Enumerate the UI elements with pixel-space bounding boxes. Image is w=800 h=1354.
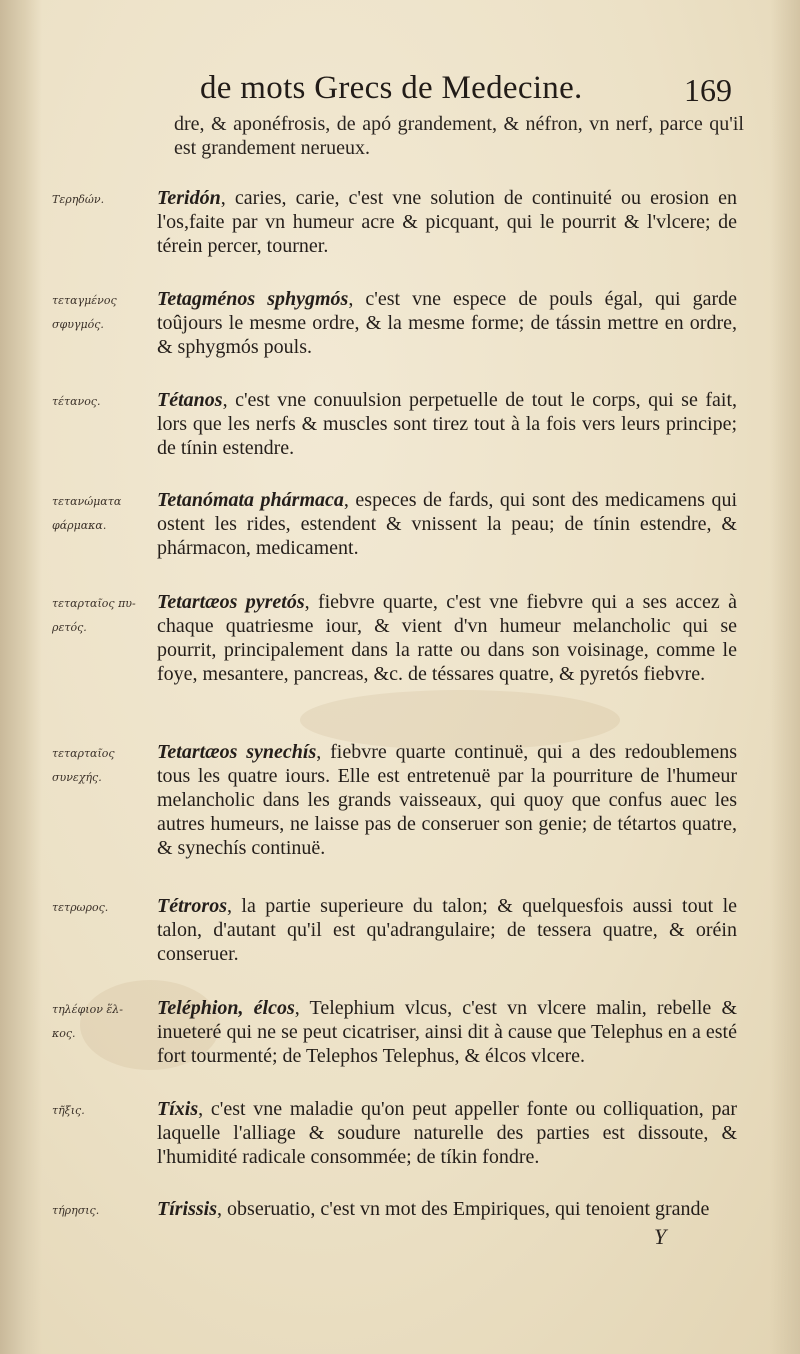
entry-lemma: Tétanos <box>157 389 223 411</box>
page-title: de mots Grecs de Medecine. <box>200 70 583 106</box>
entry-body <box>157 1097 737 1169</box>
entry-body <box>157 488 737 560</box>
entry-text: , obseruatio, c'est vn mot des Empiriques, qui tenoient grande <box>217 1198 710 1220</box>
page-gutter-shadow <box>0 0 42 1354</box>
entry-body <box>157 996 737 1068</box>
entry-body <box>157 186 737 258</box>
entry-text: , Telephium vlcus, c'est vn vlcere malin, rebelle & inueteré qui ne se peut cicatriser, ainsi dit à cause que Telephus en a esté fort tourmenté; de Telephos Telephus, & élcos vlcere. <box>157 997 737 1067</box>
entry-lemma: Teléphion, élcos <box>157 997 295 1019</box>
entry-lemma: Tírissis <box>157 1198 218 1220</box>
greek-headword: τήρησις. <box>52 1204 100 1217</box>
page-edge-shadow <box>770 0 800 1354</box>
running-head <box>0 66 800 110</box>
entry-text: , c'est vne conuulsion perpetuelle de tout le corps, qui se fait, lors que les nerfs & muscles sont tirez tout à la fois vers leurs principe; de tínin estendre. <box>157 389 737 459</box>
entry-text: , caries, carie, c'est vne solution de continuité ou erosion en l'os,faite par vn humeur acre & picquant, qui le pourrit & l'vlcere; de térein percer, tourner. <box>157 187 737 257</box>
greek-headword: τηλέφιον ἕλ- κος. <box>52 1003 123 1040</box>
entry-body <box>157 894 737 966</box>
entry-text: , fiebvre quarte, c'est vne fiebvre qui a ses accez à chaque quatriesme iour, & vient d'vn humeur melancholic qui se pourrit, principalement dans la ratte ou dans son voisinage, comme le foye, mesantere, pancreas, &c. de téssares quatre, & pyretós fiebvre. <box>157 591 737 685</box>
entry-body <box>157 388 737 460</box>
entry-lemma: Tetartæos pyretós <box>157 591 305 613</box>
entry-body <box>157 740 737 860</box>
greek-headword: τεταγμένος σφυγμός. <box>52 294 117 331</box>
greek-headword: τεταρταῖος συνεχής. <box>52 747 115 784</box>
entry-lemma: Tetartæos synechís <box>157 741 317 763</box>
continuation-text: dre, & aponéfrosis, de apó grandement, & néfron, vn nerf, parce qu'il est grandement nerueux. <box>174 113 744 159</box>
entry-lemma: Tétroros <box>157 895 227 917</box>
entry-lemma: Tetanómata phármaca <box>157 489 344 511</box>
entry-text: , especes de fards, qui sont des medicamens qui ostent les rides, estendent & vnissent la peau; de tínin estendre, & phármacon, medicament. <box>157 489 737 559</box>
entry-body <box>157 590 737 686</box>
entry-lemma: Tetagménos sphygmós <box>157 288 349 310</box>
entry-body <box>157 287 737 359</box>
greek-headword: τεταρταῖος πυ- ρετός. <box>52 597 136 634</box>
page-number: 169 <box>684 72 732 108</box>
greek-headword: τέτανος. <box>52 395 101 408</box>
entry-body <box>157 1197 737 1221</box>
greek-headword: τετρωρος. <box>52 901 109 914</box>
entry-text: , c'est vne espece de pouls égal, qui garde toûjours le mesme ordre, & la mesme forme; de tássin mettre en ordre, & sphygmós pouls. <box>157 288 737 358</box>
entry-text: , fiebvre quarte continuë, qui a des redoublemens tous les quatre iours. Elle est entretenuë par la pourriture de l'humeur melancholic dans les grands vaisseaux, qui quoy que confus auec les autres humeurs, ne laisse pas de conseruer son genie; de tétartos quatre, & synechís continuë. <box>157 741 738 859</box>
greek-headword: τετανώματα φάρμακα. <box>52 495 122 532</box>
catchword: Y <box>654 1224 667 1249</box>
entry-lemma: Teridón <box>157 187 221 209</box>
greek-headword: τῆξις. <box>52 1104 85 1117</box>
entry-lemma: Tíxis <box>157 1098 199 1120</box>
entry-text: , la partie superieure du talon; & quelquesfois aussi tout le talon, d'autant qu'il est qu'adrangulaire; de tessera quatre, & oréin conseruer. <box>157 895 737 965</box>
entry-text: , c'est vne maladie qu'on peut appeller fonte ou colliquation, par laquelle l'alliage & soudure naturelle des parties est dissoute, & l'humidité radicale consommée; de tíkin fondre. <box>157 1098 737 1168</box>
greek-headword: Τερηδών. <box>52 193 105 206</box>
